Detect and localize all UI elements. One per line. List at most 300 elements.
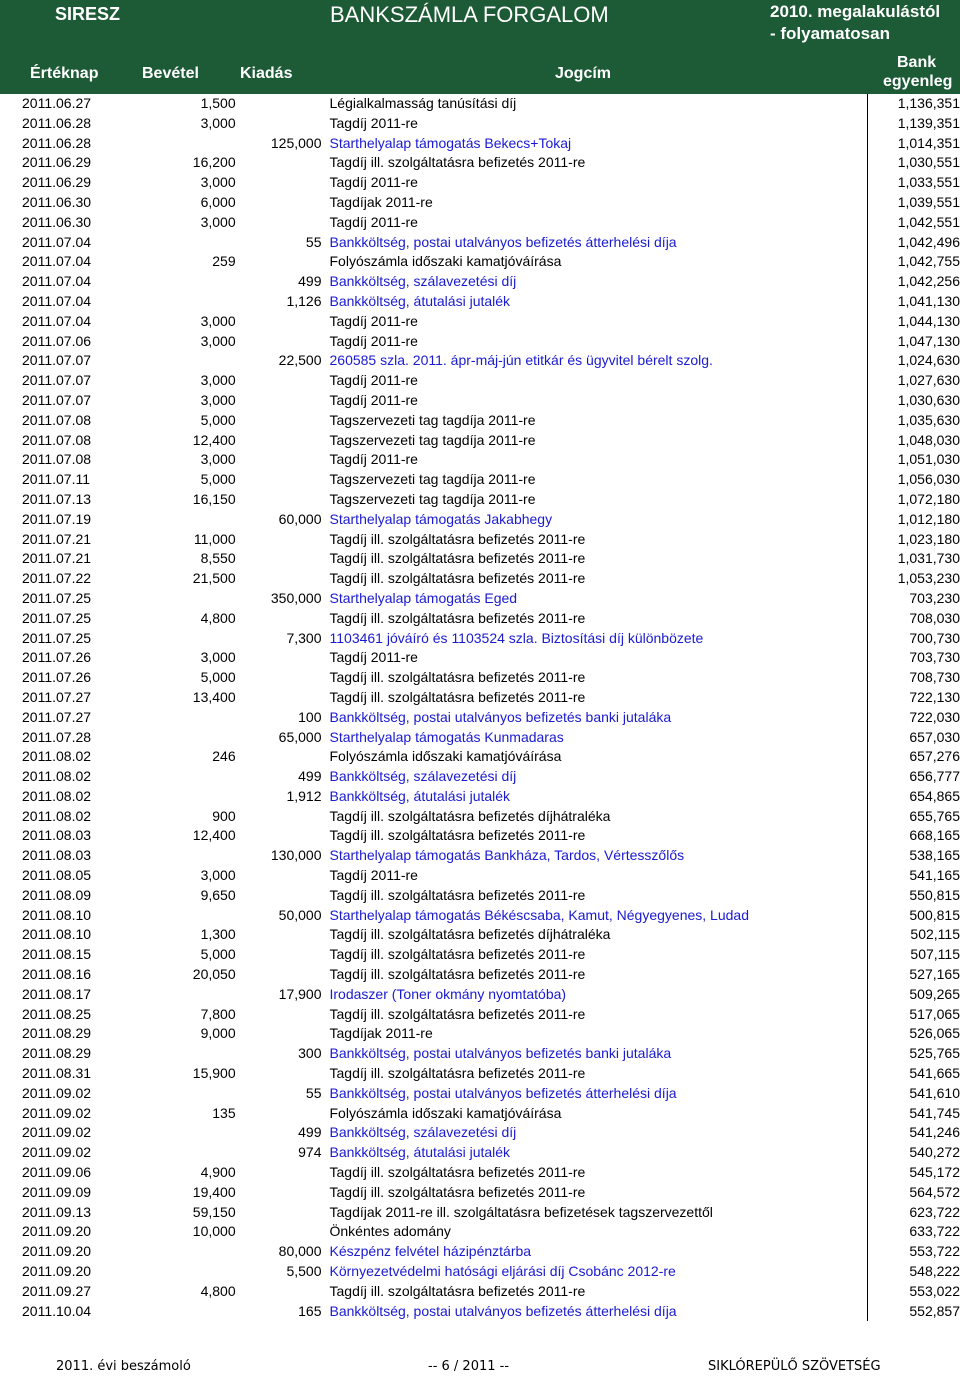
table-row (22, 391, 960, 411)
table-row (22, 767, 960, 787)
cell-balance: 548,222 (909, 1263, 960, 1280)
cell-balance: 633,722 (909, 1223, 960, 1240)
cell-description: Bankköltség, postai utalványos befizetés átterhelési díja (322, 1302, 868, 1322)
cell-income (142, 589, 236, 609)
cell-balance: 1,031,730 (897, 550, 960, 567)
cell-expense: 165 (298, 1302, 322, 1319)
cell-description: Tagdíj ill. szolgáltatásra befizetés 2011-re (322, 668, 868, 688)
cell-expense: 55 (305, 233, 322, 250)
cell-description: Tagdíj ill. szolgáltatásra befizetés 2011-re (322, 1064, 868, 1084)
cell-description: Tagdíj 2011-re (322, 173, 868, 193)
cell-date: 2011.06.30 (22, 213, 92, 230)
cell-date: 2011.07.07 (22, 372, 92, 389)
cell-date: 2011.07.25 (22, 629, 92, 646)
cell-date: 2011.07.04 (22, 292, 92, 309)
cell-income (142, 1044, 236, 1064)
cell-balance: 553,722 (909, 1243, 960, 1260)
table-row (22, 728, 960, 748)
cell-income: 3,000 (200, 649, 236, 666)
cell-date: 2011.08.29 (22, 1045, 92, 1062)
cell-income: 16,150 (192, 490, 236, 507)
cell-description: Bankköltség, postai utalványos befizetés banki jutaláka (322, 708, 868, 728)
cell-expense (236, 94, 322, 114)
cell-date: 2011.09.13 (22, 1203, 92, 1220)
cell-income: 135 (212, 1104, 236, 1121)
cell-expense (236, 173, 322, 193)
cell-balance: 541,610 (909, 1084, 960, 1101)
cell-expense: 499 (298, 273, 322, 290)
table-row (22, 1262, 960, 1282)
cell-expense: 499 (298, 768, 322, 785)
cell-income (142, 787, 236, 807)
cell-expense (236, 411, 322, 431)
cell-balance: 526,065 (909, 1025, 960, 1042)
table-row (22, 312, 960, 332)
cell-date: 2011.08.29 (22, 1025, 92, 1042)
cell-expense (236, 688, 322, 708)
cell-income: 8,550 (200, 550, 236, 567)
cell-expense (236, 450, 322, 470)
transactions-body (22, 94, 960, 1321)
cell-income: 9,000 (200, 1025, 236, 1042)
cell-income (142, 767, 236, 787)
cell-date: 2011.06.28 (22, 114, 92, 131)
cell-expense (236, 945, 322, 965)
cell-description: Önkéntes adomány (322, 1222, 868, 1242)
cell-income: 5,000 (200, 946, 236, 963)
cell-date: 2011.07.21 (22, 550, 92, 567)
cell-description: Bankköltség, postai utalványos befizetés átterhelési díja (322, 1084, 868, 1104)
cell-date: 2011.07.07 (22, 391, 92, 408)
cell-expense: 80,000 (278, 1243, 322, 1260)
cell-income: 4,800 (200, 609, 236, 626)
cell-expense (236, 371, 322, 391)
cell-expense (236, 648, 322, 668)
table-row (22, 886, 960, 906)
cell-income: 4,800 (200, 1282, 236, 1299)
cell-income: 3,000 (200, 372, 236, 389)
table-row (22, 668, 960, 688)
cell-date: 2011.08.16 (22, 966, 92, 983)
cell-date: 2011.07.27 (22, 708, 92, 725)
cell-description: Bankköltség, átutalási jutalék (322, 1143, 868, 1163)
table-row (22, 846, 960, 866)
cell-expense: 7,300 (286, 629, 322, 646)
cell-description: 1103461 jóváíró és 1103524 szla. Biztosítási díj különbözete (322, 629, 868, 649)
cell-description: Tagdíj ill. szolgáltatásra befizetés 2011-re (322, 153, 868, 173)
cell-expense: 974 (298, 1144, 322, 1161)
footer-page-number: -- 6 / 2011 -- (428, 1359, 510, 1374)
cell-income: 246 (212, 748, 236, 765)
cell-balance: 541,665 (909, 1065, 960, 1082)
cell-description: Tagdíj ill. szolgáltatásra befizetés 2011-re (322, 1282, 868, 1302)
table-row (22, 906, 960, 926)
cell-balance: 541,745 (909, 1104, 960, 1121)
table-row (22, 94, 960, 114)
cell-balance: 668,165 (909, 827, 960, 844)
table-row (22, 1282, 960, 1302)
cell-income: 6,000 (200, 193, 236, 210)
cell-expense (236, 470, 322, 490)
table-row (22, 589, 960, 609)
cell-date: 2011.08.02 (22, 748, 92, 765)
cell-date: 2011.08.10 (22, 926, 92, 943)
cell-date: 2011.08.03 (22, 847, 92, 864)
cell-income: 1,300 (200, 926, 236, 943)
cell-income (142, 1242, 236, 1262)
cell-balance: 1,012,180 (897, 510, 960, 527)
table-row (22, 1302, 960, 1322)
cell-balance: 708,030 (909, 609, 960, 626)
table-row (22, 985, 960, 1005)
cell-balance: 550,815 (909, 886, 960, 903)
cell-balance: 657,030 (909, 728, 960, 745)
cell-date: 2011.07.25 (22, 609, 92, 626)
table-row (22, 866, 960, 886)
cell-balance: 538,165 (909, 847, 960, 864)
cell-balance: 1,136,351 (897, 95, 960, 111)
cell-income: 12,400 (192, 431, 236, 448)
table-row (22, 688, 960, 708)
table-row (22, 1005, 960, 1025)
organization-name: SIRESZ (55, 4, 121, 24)
cell-balance: 1,039,551 (897, 193, 960, 210)
cell-balance: 1,042,551 (897, 213, 960, 230)
table-row (22, 826, 960, 846)
cell-income (142, 846, 236, 866)
cell-date: 2011.08.02 (22, 787, 92, 804)
cell-income: 5,000 (200, 669, 236, 686)
cell-description: Bankköltség, átutalási jutalék (322, 787, 868, 807)
cell-date: 2011.07.26 (22, 669, 92, 686)
cell-balance: 703,230 (909, 589, 960, 606)
table-row (22, 490, 960, 510)
cell-date: 2011.08.10 (22, 906, 92, 923)
cell-description: Tagdíj ill. szolgáltatásra befizetés 2011-re (322, 530, 868, 550)
cell-income (142, 510, 236, 530)
cell-balance: 1,042,755 (897, 253, 960, 270)
cell-balance: 655,765 (909, 807, 960, 824)
cell-date: 2011.07.04 (22, 233, 92, 250)
cell-description: Tagdíj 2011-re (322, 371, 868, 391)
cell-date: 2011.06.27 (22, 95, 92, 111)
cell-date: 2011.08.17 (22, 985, 92, 1002)
cell-date: 2011.09.20 (22, 1223, 92, 1240)
table-row (22, 925, 960, 945)
cell-description: Starthelyalap támogatás Békéscsaba, Kamut, Négyegyenes, Ludad (322, 906, 868, 926)
cell-description: Bankköltség, postai utalványos befizetés átterhelési díja (322, 233, 868, 253)
cell-description: Folyószámla időszaki kamatjóváírása (322, 252, 868, 272)
cell-income (142, 351, 236, 371)
cell-balance: 1,027,630 (897, 372, 960, 389)
cell-date: 2011.07.22 (22, 570, 92, 587)
table-row (22, 747, 960, 767)
cell-balance: 1,042,496 (897, 233, 960, 250)
cell-description: Tagdíj 2011-re (322, 213, 868, 233)
cell-balance: 1,030,630 (897, 391, 960, 408)
table-row (22, 965, 960, 985)
cell-income (142, 985, 236, 1005)
cell-date: 2011.07.28 (22, 728, 92, 745)
cell-expense (236, 1203, 322, 1223)
cell-date: 2011.07.27 (22, 688, 92, 705)
cell-expense (236, 252, 322, 272)
cell-income: 4,900 (200, 1164, 236, 1181)
cell-expense (236, 1024, 322, 1044)
cell-date: 2011.09.20 (22, 1263, 92, 1280)
table-row (22, 371, 960, 391)
cell-balance: 623,722 (909, 1203, 960, 1220)
cell-expense (236, 332, 322, 352)
cell-income: 1,500 (200, 95, 236, 111)
cell-income (142, 629, 236, 649)
cell-expense: 300 (298, 1045, 322, 1062)
cell-expense (236, 668, 322, 688)
cell-income (142, 728, 236, 748)
cell-date: 2011.09.09 (22, 1183, 92, 1200)
cell-expense (236, 1163, 322, 1183)
cell-description: Bankköltség, átutalási jutalék (322, 292, 868, 312)
cell-expense (236, 866, 322, 886)
cell-description: Tagdíj ill. szolgáltatásra befizetés 2011-re (322, 1183, 868, 1203)
cell-expense (236, 747, 322, 767)
table-row (22, 629, 960, 649)
cell-income: 12,400 (192, 827, 236, 844)
cell-description: Tagdíj ill. szolgáltatásra befizetés 2011-re (322, 569, 868, 589)
cell-date: 2011.07.21 (22, 530, 92, 547)
table-row (22, 945, 960, 965)
cell-income (142, 1143, 236, 1163)
column-header-bar (0, 48, 960, 94)
cell-expense (236, 1222, 322, 1242)
cell-description: Tagdíjak 2011-re (322, 1024, 868, 1044)
cell-date: 2011.08.15 (22, 946, 92, 963)
cell-description: Starthelyalap támogatás Jakabhegy (322, 510, 868, 530)
cell-expense (236, 1282, 322, 1302)
cell-description: Bankköltség, postai utalványos befizetés banki jutaláka (322, 1044, 868, 1064)
cell-income (142, 906, 236, 926)
cell-balance: 541,165 (909, 867, 960, 884)
table-row (22, 114, 960, 134)
cell-balance: 1,072,180 (897, 490, 960, 507)
cell-description: Tagszervezeti tag tagdíja 2011-re (322, 470, 868, 490)
table-row (22, 153, 960, 173)
cell-balance: 541,246 (909, 1124, 960, 1141)
cell-expense (236, 965, 322, 985)
cell-expense: 65,000 (278, 728, 322, 745)
title-bar (0, 0, 960, 48)
cell-expense (236, 391, 322, 411)
cell-income (142, 233, 236, 253)
cell-expense: 350,000 (270, 589, 322, 606)
cell-income: 3,000 (200, 114, 236, 131)
cell-income (142, 1262, 236, 1282)
cell-income: 16,200 (192, 154, 236, 171)
cell-expense: 125,000 (270, 134, 322, 151)
table-row (22, 1222, 960, 1242)
cell-description: Tagszervezeti tag tagdíja 2011-re (322, 431, 868, 451)
cell-expense (236, 530, 322, 550)
cell-income: 3,000 (200, 867, 236, 884)
cell-description: Bankköltség, szálavezetési díj (322, 1123, 868, 1143)
table-row (22, 787, 960, 807)
cell-balance: 1,139,351 (897, 114, 960, 131)
cell-balance: 1,033,551 (897, 174, 960, 191)
cell-date: 2011.08.31 (22, 1065, 92, 1082)
column-header-date: Értéknap (30, 65, 99, 82)
table-row (22, 807, 960, 827)
cell-date: 2011.08.05 (22, 867, 92, 884)
cell-expense (236, 1183, 322, 1203)
cell-income: 13,400 (192, 688, 236, 705)
cell-income: 3,000 (200, 312, 236, 329)
cell-description: Bankköltség, szálavezetési díj (322, 272, 868, 292)
cell-expense (236, 925, 322, 945)
cell-expense (236, 609, 322, 629)
cell-date: 2011.09.27 (22, 1282, 92, 1299)
cell-balance: 1,044,130 (897, 312, 960, 329)
cell-balance: 1,014,351 (897, 134, 960, 151)
cell-date: 2011.09.20 (22, 1243, 92, 1260)
cell-balance: 708,730 (909, 669, 960, 686)
cell-description: Irodaszer (Toner okmány nyomtatóba) (322, 985, 868, 1005)
cell-income: 5,000 (200, 411, 236, 428)
cell-balance: 564,572 (909, 1183, 960, 1200)
table-row (22, 1143, 960, 1163)
table-row (22, 252, 960, 272)
period-label-line2: - folyamatosan (770, 24, 890, 43)
cell-income (142, 1084, 236, 1104)
cell-income (142, 292, 236, 312)
cell-expense: 55 (305, 1084, 322, 1101)
cell-date: 2011.07.06 (22, 332, 92, 349)
cell-balance: 1,047,130 (897, 332, 960, 349)
cell-income (142, 272, 236, 292)
cell-date: 2011.09.02 (22, 1084, 92, 1101)
cell-income: 19,400 (192, 1183, 236, 1200)
cell-date: 2011.07.04 (22, 312, 92, 329)
cell-date: 2011.09.02 (22, 1104, 92, 1121)
cell-date: 2011.06.29 (22, 154, 92, 171)
cell-expense: 1,912 (286, 787, 322, 804)
cell-income: 9,650 (200, 886, 236, 903)
table-row (22, 1104, 960, 1124)
cell-expense (236, 114, 322, 134)
cell-balance: 703,730 (909, 649, 960, 666)
cell-balance: 552,857 (909, 1302, 960, 1319)
table-row (22, 431, 960, 451)
cell-description: Tagdíj ill. szolgáltatásra befizetés 2011-re (322, 549, 868, 569)
cell-date: 2011.09.02 (22, 1124, 92, 1141)
cell-date: 2011.10.04 (22, 1302, 92, 1319)
cell-balance: 722,130 (909, 688, 960, 705)
cell-date: 2011.07.07 (22, 352, 92, 369)
cell-expense: 499 (298, 1124, 322, 1141)
cell-description: Tagdíj 2011-re (322, 866, 868, 886)
footer-report-title: 2011. évi beszámoló (56, 1359, 191, 1374)
cell-date: 2011.07.25 (22, 589, 92, 606)
table-row (22, 1044, 960, 1064)
cell-description: Tagdíj ill. szolgáltatásra befizetés 2011-re (322, 826, 868, 846)
cell-balance: 700,730 (909, 629, 960, 646)
cell-expense: 17,900 (278, 985, 322, 1002)
footer-organization: SIKLÓREPÜLŐ SZÖVETSÉG (708, 1359, 881, 1374)
cell-description: Tagdíj ill. szolgáltatásra befizetés 2011-re (322, 1005, 868, 1025)
cell-description: Starthelyalap támogatás Bekecs+Tokaj (322, 134, 868, 154)
cell-description: Tagszervezeti tag tagdíja 2011-re (322, 490, 868, 510)
cell-income: 10,000 (192, 1223, 236, 1240)
cell-expense: 22,500 (278, 352, 322, 369)
cell-description: Tagdíj ill. szolgáltatásra befizetés 2011-re (322, 688, 868, 708)
cell-balance: 1,053,230 (897, 570, 960, 587)
cell-date: 2011.07.11 (22, 471, 90, 488)
table-row (22, 193, 960, 213)
column-header-balance-line1: Bank (897, 54, 937, 71)
cell-income (142, 1302, 236, 1322)
cell-expense (236, 807, 322, 827)
cell-expense (236, 312, 322, 332)
cell-description: Tagdíj 2011-re (322, 332, 868, 352)
cell-balance: 527,165 (909, 966, 960, 983)
cell-balance: 500,815 (909, 906, 960, 923)
cell-date: 2011.08.25 (22, 1005, 92, 1022)
cell-balance: 1,041,130 (897, 292, 960, 309)
cell-date: 2011.07.19 (22, 510, 92, 527)
cell-balance: 1,056,030 (897, 471, 960, 488)
cell-description: Tagdíj ill. szolgáltatásra befizetés 2011-re (322, 965, 868, 985)
cell-income: 21,500 (192, 570, 236, 587)
cell-expense (236, 569, 322, 589)
cell-income (142, 1123, 236, 1143)
cell-description: Folyószámla időszaki kamatjóváírása (322, 747, 868, 767)
cell-date: 2011.09.02 (22, 1144, 92, 1161)
cell-balance: 502,115 (910, 926, 960, 943)
cell-date: 2011.07.08 (22, 451, 92, 468)
cell-income: 11,000 (193, 530, 236, 547)
cell-income (142, 708, 236, 728)
table-row (22, 1183, 960, 1203)
cell-income: 259 (212, 253, 236, 270)
cell-description: Tagdíjak 2011-re (322, 193, 868, 213)
cell-description: Tagdíj ill. szolgáltatásra befizetés 2011-re (322, 609, 868, 629)
table-row (22, 510, 960, 530)
cell-description: Starthelyalap támogatás Kunmadaras (322, 728, 868, 748)
cell-expense (236, 826, 322, 846)
table-row (22, 272, 960, 292)
cell-description: Tagdíj ill. szolgáltatásra befizetés 2011-re (322, 886, 868, 906)
cell-description: Tagszervezeti tag tagdíja 2011-re (322, 411, 868, 431)
cell-expense (236, 1104, 322, 1124)
table-row (22, 450, 960, 470)
cell-description: Tagdíj 2011-re (322, 648, 868, 668)
cell-income: 3,000 (200, 391, 236, 408)
cell-income: 3,000 (200, 213, 236, 230)
cell-description: Starthelyalap támogatás Eged (322, 589, 868, 609)
cell-income: 59,150 (192, 1203, 236, 1220)
cell-date: 2011.07.08 (22, 431, 92, 448)
cell-balance: 545,172 (909, 1164, 960, 1181)
cell-date: 2011.07.13 (22, 490, 92, 507)
table-row (22, 470, 960, 490)
cell-expense: 50,000 (278, 906, 322, 923)
cell-balance: 1,023,180 (897, 530, 960, 547)
table-row (22, 1163, 960, 1183)
cell-income: 20,050 (192, 966, 236, 983)
cell-date: 2011.08.03 (22, 827, 92, 844)
cell-expense (236, 886, 322, 906)
cell-date: 2011.06.30 (22, 193, 92, 210)
cell-balance: 525,765 (909, 1045, 960, 1062)
